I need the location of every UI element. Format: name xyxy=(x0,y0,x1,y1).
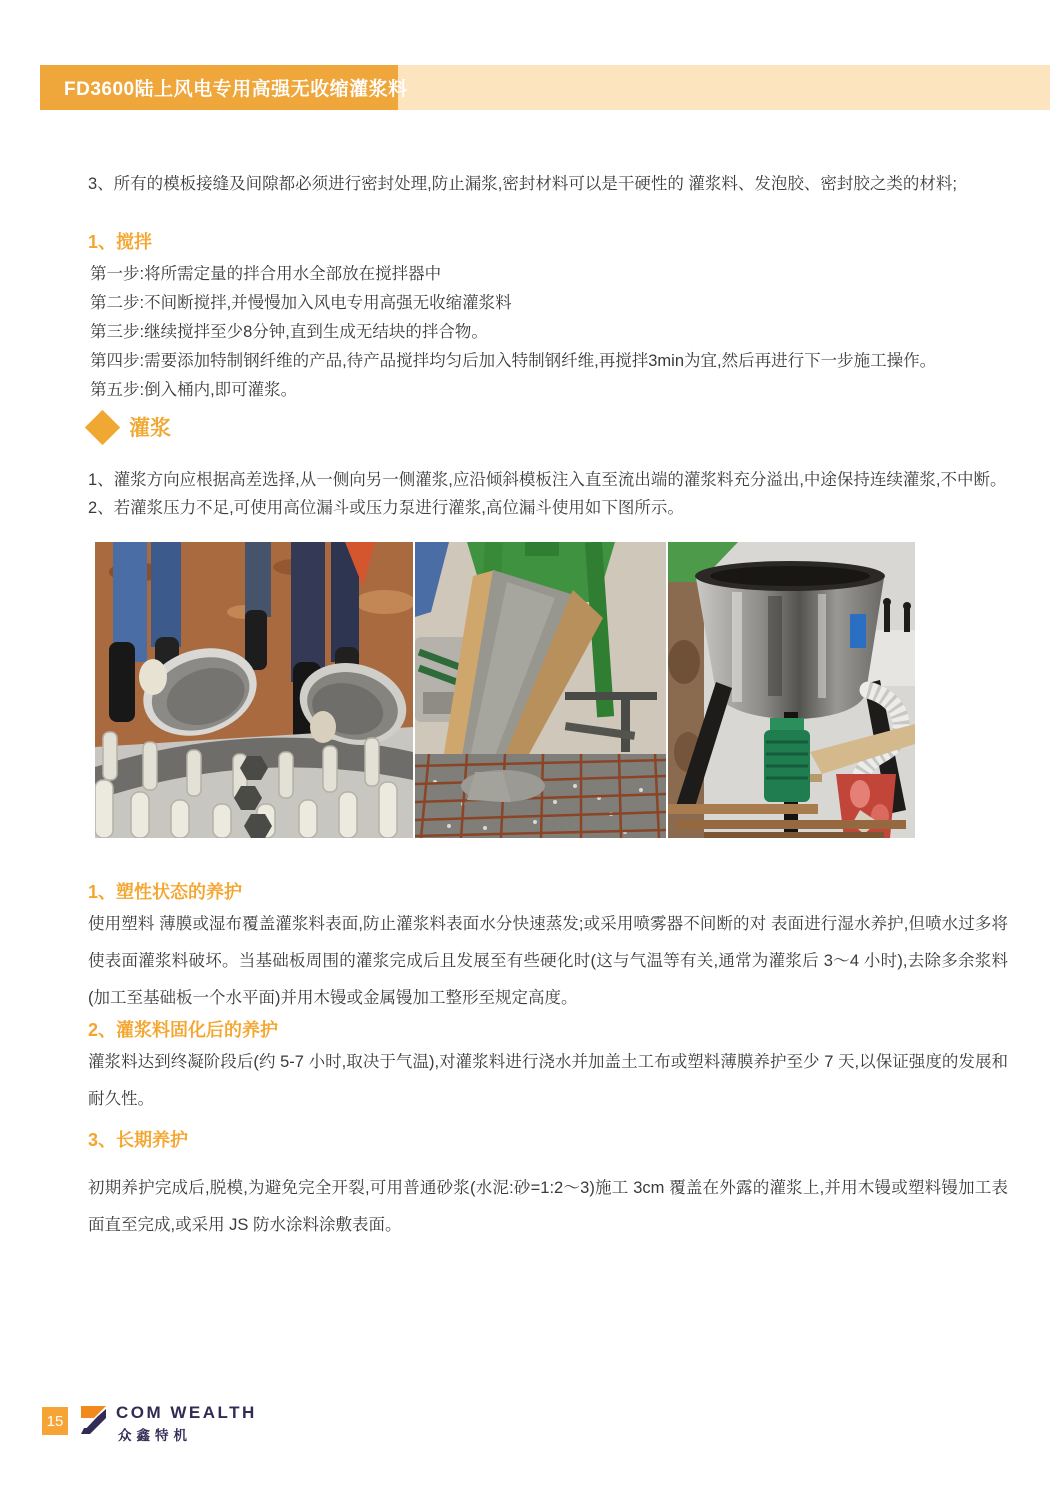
curing-3-heading: 3、长期养护 xyxy=(88,1130,189,1150)
brand-name-chinese: 众鑫特机 xyxy=(118,1428,192,1443)
page-number-badge: 15 xyxy=(42,1407,68,1435)
curing-1-body: 使用塑料 薄膜或湿布覆盖灌浆料表面,防止灌浆料表面水分快速蒸发;或采用喷雾器不间断的对 表面进行湿水养护,但喷水过多将使表面灌浆料破坏。当基础板周围的灌浆完成后且发展至有些硬化时(这与气温等有关,通常为灌浆后 3～4 小时),去除多余浆料(加工至基础板一个水平面)并用木镘或金属镘加工整形至规定高度。 xyxy=(88,915,1008,1007)
mixing-steps xyxy=(90,260,936,405)
brand-name: COM WEALTH xyxy=(116,1403,257,1422)
mixing-step: 第一步:将所需定量的拌合用水全部放在搅拌器中 xyxy=(90,265,442,283)
grouting-section-header xyxy=(90,412,171,442)
diamond-bullet-icon xyxy=(85,409,120,444)
mixing-heading: 1、搅拌 xyxy=(88,232,153,252)
photo-workers-pouring-grout-illustration xyxy=(95,542,413,838)
page-title: FD3600陆上风电专用高强无收缩灌浆料 xyxy=(64,79,408,100)
curing-2-heading: 2、灌浆料固化后的养护 xyxy=(88,1020,279,1040)
grouting-item: 2、若灌浆压力不足,可使用高位漏斗或压力泵进行灌浆,高位漏斗使用如下图所示。 xyxy=(88,499,684,517)
photo-stainless-hopper-illustration xyxy=(668,542,915,838)
photo-workers-pouring-grout xyxy=(95,542,413,838)
mixing-step: 第四步:需要添加特制钢纤维的产品,待产品搅拌均匀后加入特制钢纤维,再搅拌3min为宜,然后再进行下一步施工操作。 xyxy=(90,352,937,370)
photo-hopper-chute-grout xyxy=(415,542,666,838)
brand-logo xyxy=(78,1403,108,1442)
curing-3-body: 初期养护完成后,脱模,为避免完全开裂,可用普通砂浆(水泥:砂=1:2～3)施工 3cm 覆盖在外露的灌浆上,并用木镘或塑料镘加工表面直至完成,或采用 JS 防水涂料涂敷表面。 xyxy=(88,1179,1008,1234)
mixing-step: 第五步:倒入桶内,即可灌浆。 xyxy=(90,381,298,399)
mixing-step: 第三步:继续搅拌至少8分钟,直到生成无结块的拌合物。 xyxy=(90,323,488,341)
grouting-section-title: 灌浆 xyxy=(129,417,171,440)
intro-paragraph: 3、所有的模板接缝及间隙都必须进行密封处理,防止漏浆,密封材料可以是干硬性的 灌浆料、发泡胶、密封胶之类的材料; xyxy=(88,175,958,193)
grouting-item: 1、灌浆方向应根据高差选择,从一侧向另一侧灌浆,应沿倾斜模板注入直至流出端的灌浆料充分溢出,中途保持连续灌浆,不中断。 xyxy=(88,471,1007,489)
photo-stainless-hopper-pump xyxy=(668,542,915,838)
z-logo-icon xyxy=(78,1403,108,1437)
grouting-items xyxy=(88,466,1007,522)
curing-1-heading: 1、塑性状态的养护 xyxy=(88,882,243,902)
curing-2-body: 灌浆料达到终凝阶段后(约 5-7 小时,取决于气温),对灌浆料进行浇水并加盖土工布或塑料薄膜养护至少 7 天,以保证强度的发展和耐久性。 xyxy=(88,1053,1008,1108)
header-title-box xyxy=(40,65,408,110)
mixing-step: 第二步:不间断搅拌,并慢慢加入风电专用高强无收缩灌浆料 xyxy=(90,294,512,312)
photo-hopper-chute-illustration xyxy=(415,542,666,838)
